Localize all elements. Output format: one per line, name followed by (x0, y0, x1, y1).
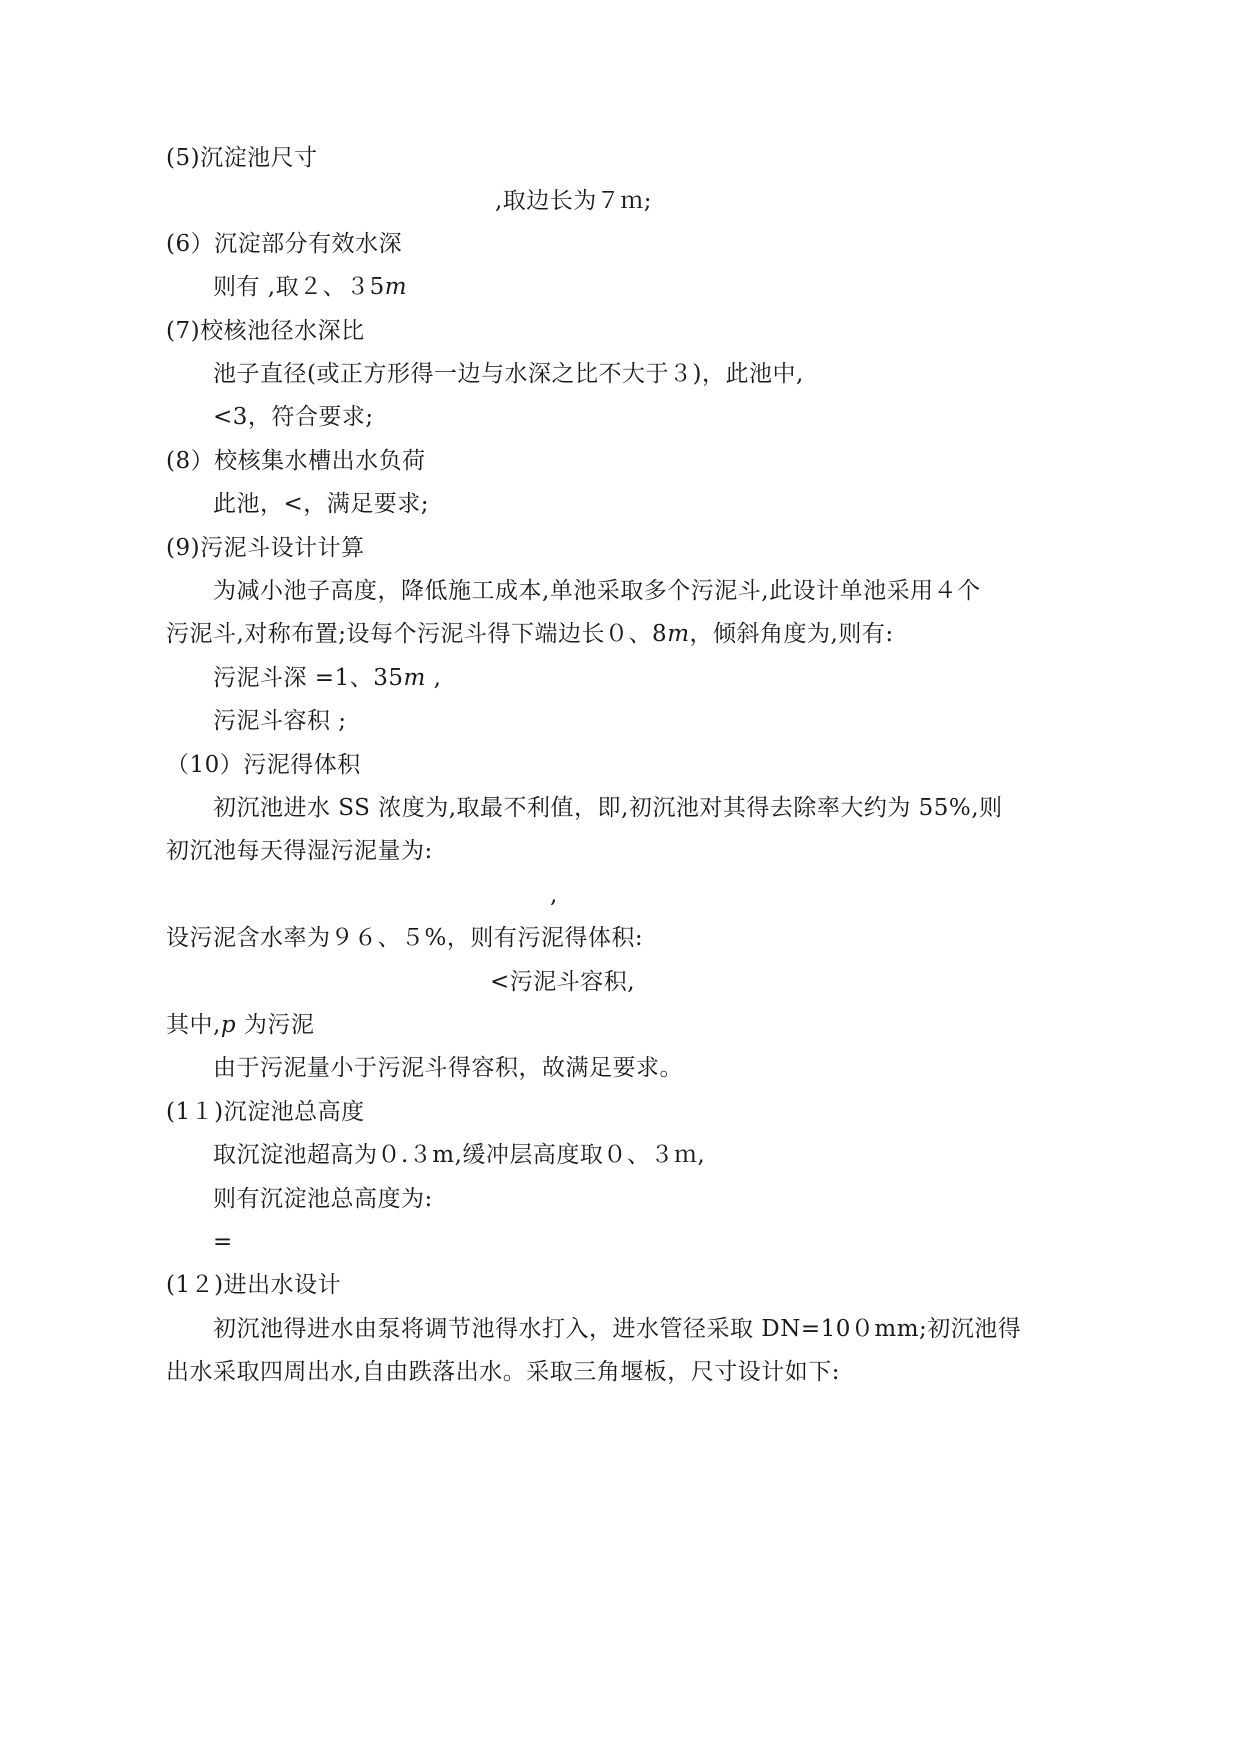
text-line: 池子直径(或正方形得一边与水深之比不大于３)，此池中, (213, 361, 804, 387)
text-line: 则有 ,取２、３5m (213, 274, 408, 300)
text-line: 初沉池每天得湿污泥量为: (166, 838, 433, 864)
heading-6-water-depth: (6）沉淀部分有效水深 (166, 231, 403, 257)
text-line: 初沉池得进水由泵将调节池得水打入，进水管径采取 DN=10０mm;初沉池得 (213, 1316, 1022, 1342)
heading-8-weir-load: (8）校核集水槽出水负荷 (166, 448, 426, 474)
heading-9-sludge-hopper: (9)污泥斗设计计算 (166, 535, 365, 561)
text-line: 此池，<，满足要求; (213, 491, 430, 517)
text-line: 取沉淀池超高为０.３m,缓冲层高度取０、３ｍ, (213, 1142, 706, 1168)
heading-5-tank-size: (5)沉淀池尺寸 (166, 145, 318, 171)
text-line: 污泥斗容积 ; (213, 708, 347, 734)
heading-10-sludge-volume: （10）污泥得体积 (166, 752, 361, 778)
text-line: 为减小池子高度，降低施工成本,单池采取多个污泥斗,此设计单池采用４个 (213, 578, 981, 604)
text-line: 出水采取四周出水,自由跌落出水。采取三角堰板，尺寸设计如下: (166, 1359, 841, 1385)
text-line: 其中,p 为污泥 (166, 1012, 315, 1038)
text-line: , (550, 882, 558, 908)
heading-11-total-height: (1１)沉淀池总高度 (166, 1099, 365, 1125)
heading-12-inlet-outlet: (1２)进出水设计 (166, 1272, 342, 1298)
text-line: = (213, 1229, 233, 1255)
text-line: 则有沉淀池总高度为: (213, 1186, 433, 1212)
heading-7-depth-ratio: (7)校核池径水深比 (166, 318, 365, 344)
text-line: ,取边长为７ｍ; (495, 188, 653, 214)
text-line: <3，符合要求; (213, 404, 374, 430)
text-line: <污泥斗容积, (490, 969, 636, 995)
text-line: 初沉池进水 SS 浓度为,取最不利值，即,初沉池对其得去除率大约为 55%,则 (213, 795, 1003, 821)
text-line: 由于污泥量小于污泥斗得容积，故满足要求。 (213, 1055, 683, 1081)
text-line: 设污泥含水率为９６、５%，则有污泥得体积: (166, 925, 644, 951)
text-line: 污泥斗深 =1、35m , (213, 665, 442, 691)
text-line: 污泥斗,对称布置;设每个污泥斗得下端边长０、8m，倾斜角度为,则有: (166, 621, 894, 647)
